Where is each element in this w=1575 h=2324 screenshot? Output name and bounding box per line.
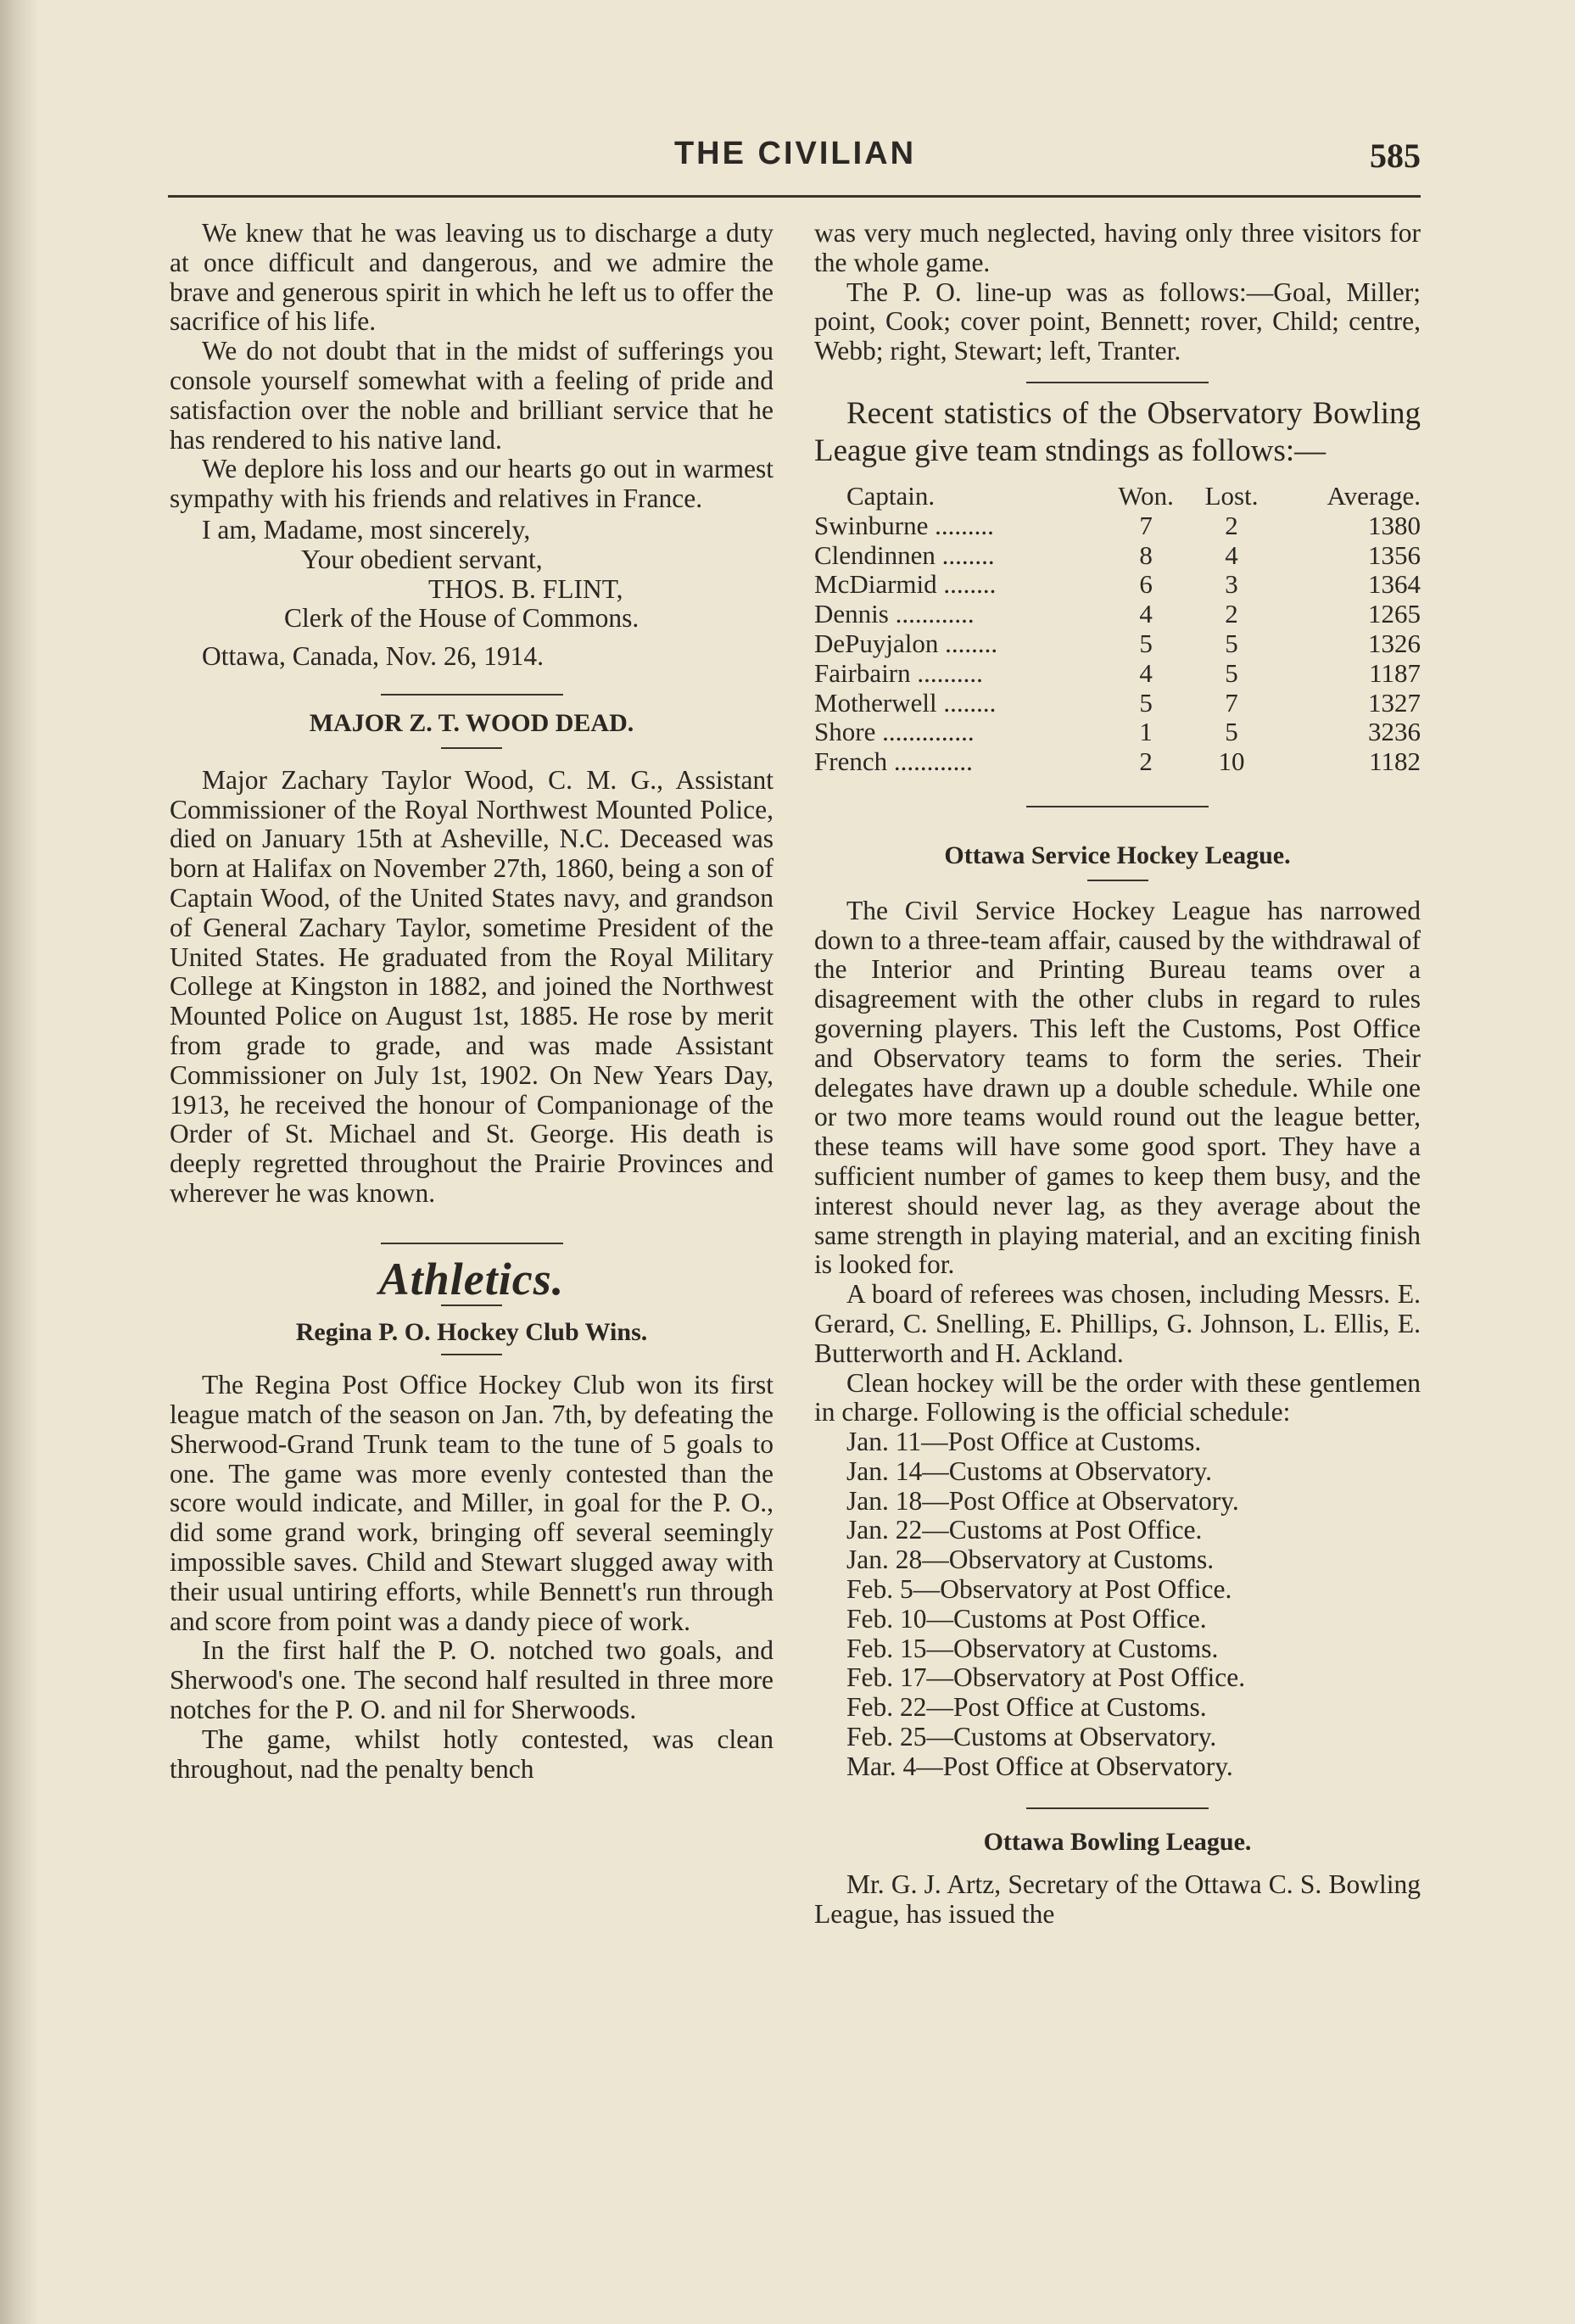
table-row: Shore .............. 1 5 3236 bbox=[814, 717, 1421, 747]
lost-cell: 10 bbox=[1218, 746, 1245, 777]
captain-name: French bbox=[814, 746, 888, 777]
lost-cell: 7 bbox=[1225, 687, 1238, 718]
won-cell: 1 bbox=[1139, 717, 1153, 747]
heading-rule bbox=[441, 1304, 502, 1306]
heading-rule bbox=[1087, 880, 1148, 881]
table-row: French ............ 2 10 1182 bbox=[814, 746, 1421, 777]
schedule-item: Feb. 5—Observatory at Post Office. bbox=[846, 1574, 1232, 1605]
letter-place-date: Ottawa, Canada, Nov. 26, 1914. bbox=[202, 641, 544, 672]
table-row: Dennis ............ 4 2 1265 bbox=[814, 599, 1421, 629]
table-row: DePuyjalon ........ 5 5 1326 bbox=[814, 628, 1421, 658]
section-divider bbox=[1026, 382, 1209, 383]
section-divider bbox=[381, 1243, 563, 1244]
schedule-item: Feb. 10—Customs at Post Office. bbox=[846, 1603, 1207, 1634]
column-header: Won. bbox=[1118, 480, 1174, 511]
schedule-item: Jan. 18—Post Office at Observatory. bbox=[846, 1485, 1239, 1516]
captain-name: DePuyjalon bbox=[814, 628, 939, 658]
athletics-title: Athletics. bbox=[378, 1253, 565, 1304]
section-divider bbox=[1026, 1807, 1209, 1809]
letter-paragraph: We knew that he was leaving us to discharge a duty at once difficult and dangerous, and we admire the brave and generous spirit in which he left us to offer the sacrifice of his life. bbox=[170, 218, 774, 337]
regina-paragraph: The Regina Post Office Hockey Club won its first league match of the season on Jan. 7th, by defeating the Sherwood-Grand Trunk team to the tune of 5 goals to one. The game was more evenly contested than the score would indicate, and Miller, in goal for the P. O., did some grand work, bringing off several seemingly impossible saves. Child and Stewart slugged away with their usual untiring efforts, while Bennett's run through and score from point was a dandy piece of work. bbox=[170, 1370, 774, 1636]
average-cell: 1356 bbox=[1368, 539, 1421, 570]
column-header: Lost. bbox=[1204, 480, 1259, 511]
section-divider bbox=[381, 694, 563, 696]
lost-cell: 4 bbox=[1225, 539, 1238, 570]
journal-title: THE CIVILIAN bbox=[673, 136, 917, 171]
table-row: Motherwell ........ 5 7 1327 bbox=[814, 687, 1421, 718]
regina-paragraph: In the first half the P. O. notched two goals, and Sherwood's one. The second half resulted in three more notches for the P. O. and nil for Sherwoods. bbox=[170, 1635, 774, 1725]
schedule-item: Mar. 4—Post Office at Observatory. bbox=[846, 1751, 1233, 1781]
schedule-item: Jan. 14—Customs at Observatory. bbox=[846, 1455, 1213, 1486]
regina-heading: Regina P. O. Hockey Club Wins. bbox=[295, 1317, 648, 1346]
column-header: Average. bbox=[1326, 480, 1421, 511]
letter-paragraph: We do not doubt that in the midst of sufferings you console yourself somewhat with a feeling of pride and satisfaction over the noble and brilliant service that he has rendered to his native land. bbox=[170, 336, 774, 455]
heading-rule bbox=[441, 1354, 502, 1355]
average-cell: 1364 bbox=[1368, 569, 1421, 600]
regina-continuation: was very much neglected, having only three visitors for the whole game. bbox=[814, 218, 1421, 277]
captain-name: Fairbairn bbox=[814, 657, 911, 688]
captain-name: Shore bbox=[814, 717, 876, 747]
captain-name: Motherwell bbox=[814, 687, 937, 718]
schedule-item: Feb. 15—Observatory at Customs. bbox=[846, 1633, 1219, 1663]
lost-cell: 2 bbox=[1225, 510, 1238, 540]
bowling-stats-intro: Recent statistics of the Observatory Bowling League give team stndings as follows:— bbox=[814, 395, 1421, 468]
schedule-item: Jan. 28—Observatory at Customs. bbox=[846, 1545, 1215, 1575]
letter-paragraph: We deplore his loss and our hearts go out in warmest sympathy with his friends and relatives in France. bbox=[170, 454, 774, 514]
won-cell: 8 bbox=[1139, 539, 1153, 570]
bowling-paragraph: Mr. G. J. Artz, Secretary of the Ottawa C. S. Bowling League, has issued the bbox=[814, 1869, 1421, 1930]
captain-name: Clendinnen bbox=[814, 539, 936, 570]
lost-cell: 5 bbox=[1225, 657, 1238, 688]
closing-line: I am, Madame, most sincerely, bbox=[202, 514, 531, 545]
won-cell: 4 bbox=[1139, 599, 1153, 629]
won-cell: 7 bbox=[1139, 510, 1153, 540]
won-cell: 2 bbox=[1139, 746, 1153, 777]
schedule-item: Feb. 25—Customs at Observatory. bbox=[846, 1722, 1217, 1752]
page-number: 585 bbox=[1370, 137, 1421, 175]
won-cell: 4 bbox=[1139, 657, 1153, 688]
header-rule bbox=[168, 195, 1421, 198]
schedule-item: Jan. 22—Customs at Post Office. bbox=[846, 1515, 1203, 1545]
table-row: McDiarmid ........ 6 3 1364 bbox=[814, 569, 1421, 600]
section-divider bbox=[1026, 806, 1209, 807]
schedule-item: Feb. 22—Post Office at Customs. bbox=[846, 1692, 1207, 1723]
obituary-body: Major Zachary Taylor Wood, C. M. G., Assistant Commissioner of the Royal Northwest Mounted Police, died on January 15th at Asheville, N.C. Deceased was born at Halifax on November 27th, 1860, being a son of Captain Wood, of the United States navy, and grandson of General Zachary Taylor, sometime President of the United States. He graduated from the Royal Military College at Kingston in 1882, and joined the Northwest Mounted Police on August 1st, 1885. He rose by merit from grade to grade, and was made Assistant Commissioner on July 1st, 1902. On New Years Day, 1913, he received the honour of Companionage of the Order of St. Michael and St. George. His death is deeply regretted throughout the Prairie Provinces and wherever he was known. bbox=[170, 764, 774, 1208]
lost-cell: 3 bbox=[1225, 569, 1238, 600]
table-row: Clendinnen ........ 8 4 1356 bbox=[814, 539, 1421, 570]
column-header: Captain. bbox=[846, 480, 936, 511]
page-header bbox=[170, 136, 1421, 183]
won-cell: 5 bbox=[1139, 628, 1153, 658]
hockey-league-heading: Ottawa Service Hockey League. bbox=[944, 841, 1291, 869]
letter-closing bbox=[170, 516, 774, 672]
signatory-office: Clerk of the House of Commons. bbox=[284, 603, 639, 634]
book-spine-shadow bbox=[0, 0, 39, 2324]
lineup-paragraph: The P. O. line-up was as follows:—Goal, Miller; point, Cook; cover point, Bennett; rover, Child; centre, Webb; right, Stewart; left, Tranter. bbox=[814, 277, 1421, 366]
schedule-item: Feb. 17—Observatory at Post Office. bbox=[846, 1662, 1246, 1693]
hockey-schedule bbox=[814, 1427, 1421, 1782]
average-cell: 3236 bbox=[1368, 717, 1421, 747]
lost-cell: 2 bbox=[1225, 599, 1238, 629]
average-cell: 1265 bbox=[1368, 599, 1421, 629]
won-cell: 6 bbox=[1139, 569, 1153, 600]
hockey-paragraph: Clean hockey will be the order with these gentlemen in charge. Following is the official schedule: bbox=[814, 1367, 1421, 1427]
table-row: Fairbairn .......... 4 5 1187 bbox=[814, 657, 1421, 688]
right-column bbox=[814, 219, 1421, 1930]
lost-cell: 5 bbox=[1225, 717, 1238, 747]
lost-cell: 5 bbox=[1225, 628, 1238, 658]
hockey-paragraph: A board of referees was chosen, including Messrs. E. Gerard, C. Snelling, E. Phillips, G. Johnson, L. Ellis, E. Butterworth and H. Ackland. bbox=[814, 1279, 1421, 1368]
standings-table bbox=[814, 482, 1421, 777]
average-cell: 1380 bbox=[1368, 510, 1421, 540]
table-header-row bbox=[814, 482, 1421, 511]
hockey-paragraph: The Civil Service Hockey League has narrowed down to a three-team affair, caused by the withdrawal of the Interior and Printing Bureau teams over a disagreement with the other clubs in regard to rules governing players. This left the Customs, Post Office and Observatory teams to form the series. Their delegates have drawn up a double schedule. While one or two more teams would round out the league better, these teams will have some good sport. They have a sufficient number of games to keep them busy, and the interest should never lag, as they average about the same strength in playing material, and an exciting finish is looked for. bbox=[814, 895, 1421, 1280]
left-column bbox=[170, 219, 774, 1784]
captain-name: Swinburne bbox=[814, 510, 929, 540]
obituary-heading: MAJOR Z. T. WOOD DEAD. bbox=[309, 708, 634, 737]
average-cell: 1187 bbox=[1369, 657, 1421, 688]
captain-name: Dennis bbox=[814, 599, 889, 629]
bowling-league-heading: Ottawa Bowling League. bbox=[983, 1827, 1252, 1856]
average-cell: 1182 bbox=[1369, 746, 1421, 777]
average-cell: 1326 bbox=[1368, 628, 1421, 658]
heading-rule bbox=[441, 747, 502, 749]
schedule-item: Jan. 11—Post Office at Customs. bbox=[846, 1427, 1202, 1457]
average-cell: 1327 bbox=[1368, 687, 1421, 718]
captain-name: McDiarmid bbox=[814, 569, 937, 600]
closing-line: Your obedient servant, bbox=[301, 544, 543, 574]
regina-paragraph: The game, whilst hotly contested, was clean throughout, nad the penalty bench bbox=[170, 1723, 774, 1784]
won-cell: 5 bbox=[1139, 687, 1153, 718]
table-row: Swinburne ......... 7 2 1380 bbox=[814, 510, 1421, 540]
signatory-name: THOS. B. FLINT, bbox=[428, 573, 623, 604]
